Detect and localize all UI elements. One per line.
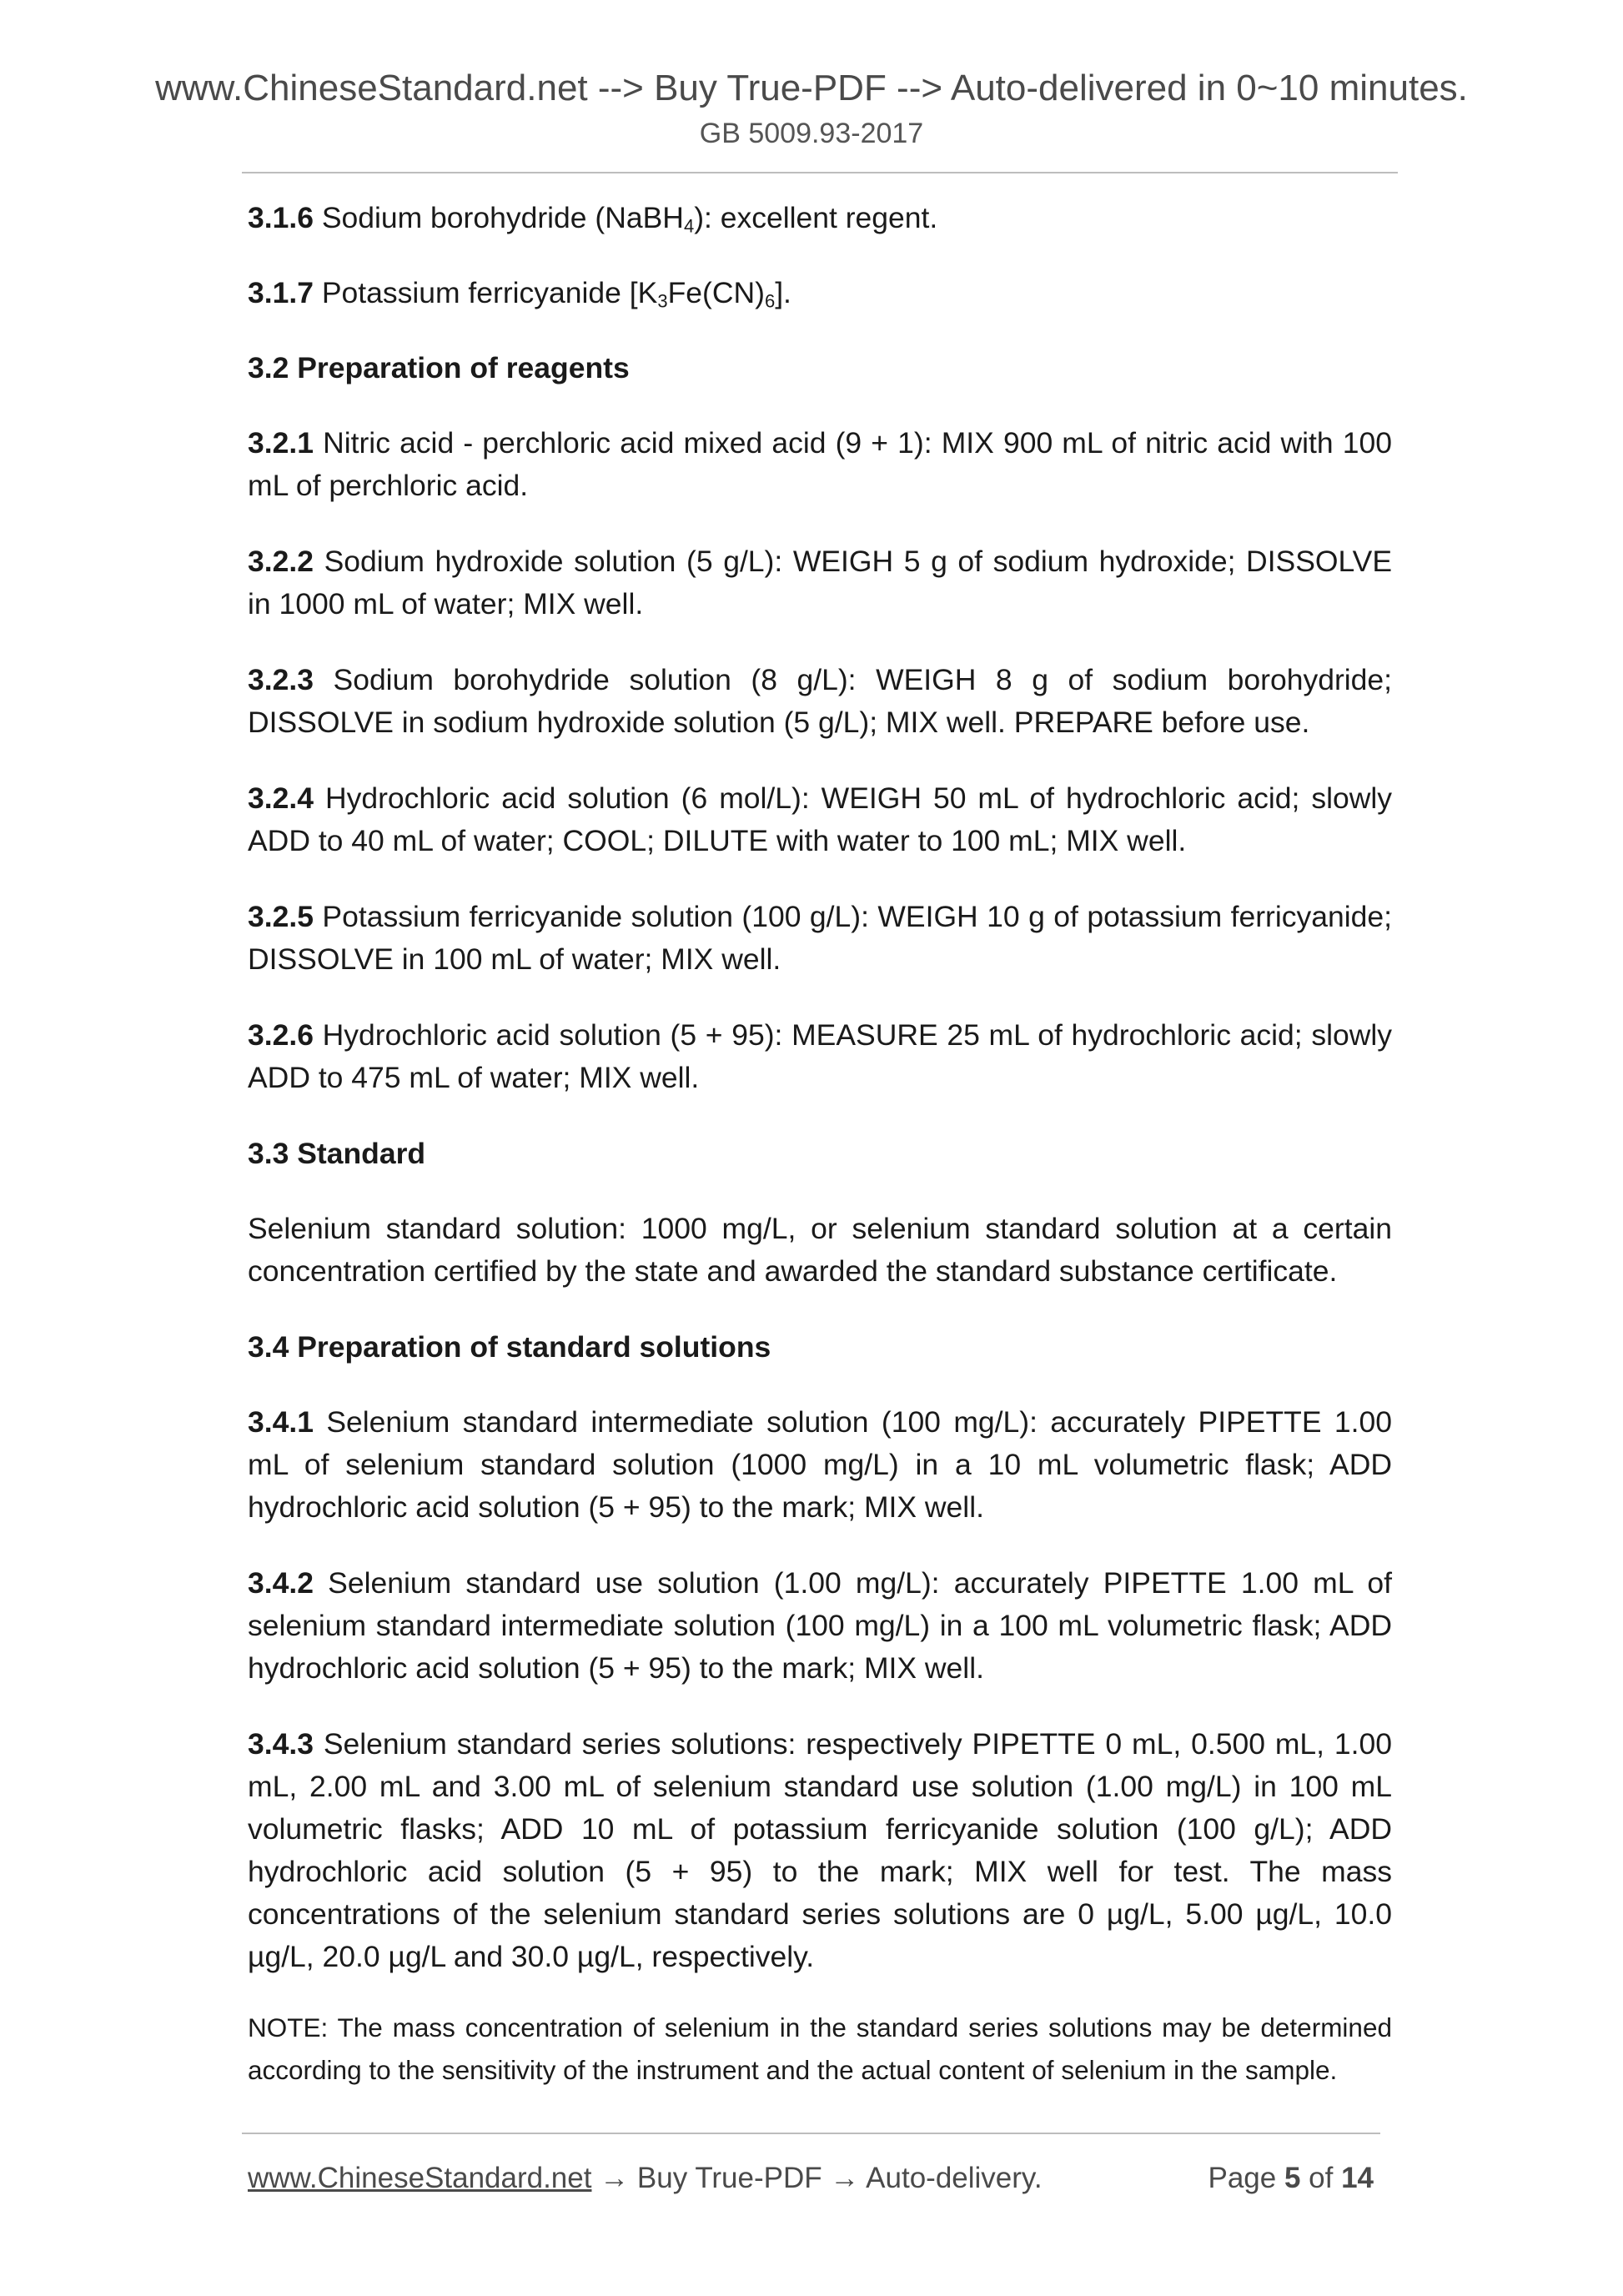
clause-number: 3.4.2 <box>248 1566 314 1600</box>
footer-site-link[interactable]: www.ChineseStandard.net <box>248 2162 592 2194</box>
page-number: 5 <box>1284 2162 1301 2194</box>
page-indicator <box>1208 2158 1374 2198</box>
clause-3-2-4 <box>248 777 1392 862</box>
clause-3-2-1 <box>248 422 1392 507</box>
clause-3-2-3 <box>248 659 1392 744</box>
clause-3-2-5 <box>248 896 1392 981</box>
clause-3-2-6 <box>248 1014 1392 1099</box>
clause-text: Selenium standard intermediate solution (100 mg/L): accurately PIPETTE 1.00 mL of selenium standard solution (1000 mg/L) in a 10 mL volumetric flask; ADD hydrochloric acid solution (5 + 95) to the mark; MIX well. <box>248 1405 1392 1524</box>
clause-number: 3.2.1 <box>248 426 314 460</box>
clause-3-2-2 <box>248 540 1392 625</box>
document-code: GB 5009.93-2017 <box>699 118 924 149</box>
footer-divider <box>242 2133 1380 2134</box>
clause-3-4-1 <box>248 1401 1392 1529</box>
footer-promo <box>248 2158 1043 2198</box>
note-paragraph: NOTE: The mass concentration of selenium in the standard series solutions may be determined according to the sensitivity of the instrument and the actual content of selenium in the sample. <box>248 2012 1392 2085</box>
clause-text: Fe(CN) <box>667 276 765 309</box>
clause-number: 3.2.2 <box>248 545 314 578</box>
header-divider <box>242 172 1398 173</box>
clause-text: Potassium ferricyanide [K <box>313 276 658 309</box>
page-content <box>248 197 1392 2118</box>
page-total: 14 <box>1341 2162 1374 2194</box>
section-heading-3-2: 3.2 Preparation of reagents <box>248 351 630 384</box>
clause-number: 3.1.7 <box>248 276 314 309</box>
clause-text: Sodium hydroxide solution (5 g/L): WEIGH 5 g of sodium hydroxide; DISSOLVE in 1000 mL of water; MIX well. <box>248 545 1392 620</box>
clause-text: ): excellent regent. <box>694 201 938 234</box>
clause-3-1-7 <box>248 272 1392 314</box>
clause-text: ]. <box>775 276 791 309</box>
clause-text: Potassium ferricyanide solution (100 g/L): WEIGH 10 g of potassium ferricyanide; DISSOLVE in 100 mL of water; MIX well. <box>248 900 1392 976</box>
subscript: 4 <box>683 215 695 237</box>
section-heading-3-3: 3.3 Standard <box>248 1137 426 1170</box>
clause-3-4-2 <box>248 1562 1392 1690</box>
clause-text: Sodium borohydride solution (8 g/L): WEIGH 8 g of sodium borohydride; DISSOLVE in sodium hydroxide solution (5 g/L); MIX well. PREPARE before use. <box>248 663 1392 739</box>
clause-text: Selenium standard use solution (1.00 mg/L): accurately PIPETTE 1.00 mL of selenium standard intermediate solution (100 mg/L) in a 100 mL volumetric flask; ADD hydrochloric acid solution (5 + 95) to the mark; MIX well. <box>248 1566 1392 1685</box>
clause-3-1-6 <box>248 197 1392 239</box>
clause-3-4-3 <box>248 1723 1392 1978</box>
page-label: Page <box>1208 2162 1284 2194</box>
section-heading-3-4: 3.4 Preparation of standard solutions <box>248 1330 771 1364</box>
footer-promo-text: → Buy True-PDF → Auto-delivery. <box>591 2162 1043 2194</box>
clause-number: 3.4.3 <box>248 1727 314 1761</box>
clause-text: Nitric acid - perchloric acid mixed acid (9 + 1): MIX 900 mL of nitric acid with 100 mL of perchloric acid. <box>248 426 1392 502</box>
clause-number: 3.2.6 <box>248 1018 314 1052</box>
clause-number: 3.2.5 <box>248 900 314 933</box>
clause-text: Selenium standard series solutions: respectively PIPETTE 0 mL, 0.500 mL, 1.00 mL, 2.00 mL and 3.00 mL of selenium standard use solution (1.00 mg/L) in 100 mL volumetric flasks; ADD 10 mL of potassium ferricyanide solution (100 g/L); ADD hydrochloric acid solution (5 + 95) to the mark; MIX well for test. The mass concentrations of the selenium standard series solutions are 0 µg/L, 5.00 µg/L, 10.0 µg/L, 20.0 µg/L and 30.0 µg/L, respectively. <box>248 1727 1392 1973</box>
clause-text: Hydrochloric acid solution (6 mol/L): WEIGH 50 mL of hydrochloric acid; slowly ADD to 40 mL of water; COOL; DILUTE with water to 100 mL; MIX well. <box>248 781 1392 857</box>
standard-paragraph: Selenium standard solution: 1000 mg/L, or selenium standard solution at a certain concentration certified by the state and awarded the standard substance certificate. <box>248 1212 1392 1288</box>
header-banner[interactable]: www.ChineseStandard.net --> Buy True-PDF --> Auto-delivered in 0~10 minutes. <box>155 68 1468 108</box>
clause-number: 3.2.4 <box>248 781 314 815</box>
of-label: of <box>1300 2162 1342 2194</box>
clause-text: Sodium borohydride (NaBH <box>313 201 684 234</box>
clause-text: Hydrochloric acid solution (5 + 95): MEASURE 25 mL of hydrochloric acid; slowly ADD to 475 mL of water; MIX well. <box>248 1018 1392 1094</box>
clause-number: 3.1.6 <box>248 201 314 234</box>
clause-number: 3.2.3 <box>248 663 314 696</box>
clause-number: 3.4.1 <box>248 1405 314 1439</box>
subscript: 6 <box>764 290 776 312</box>
subscript: 3 <box>657 290 668 312</box>
